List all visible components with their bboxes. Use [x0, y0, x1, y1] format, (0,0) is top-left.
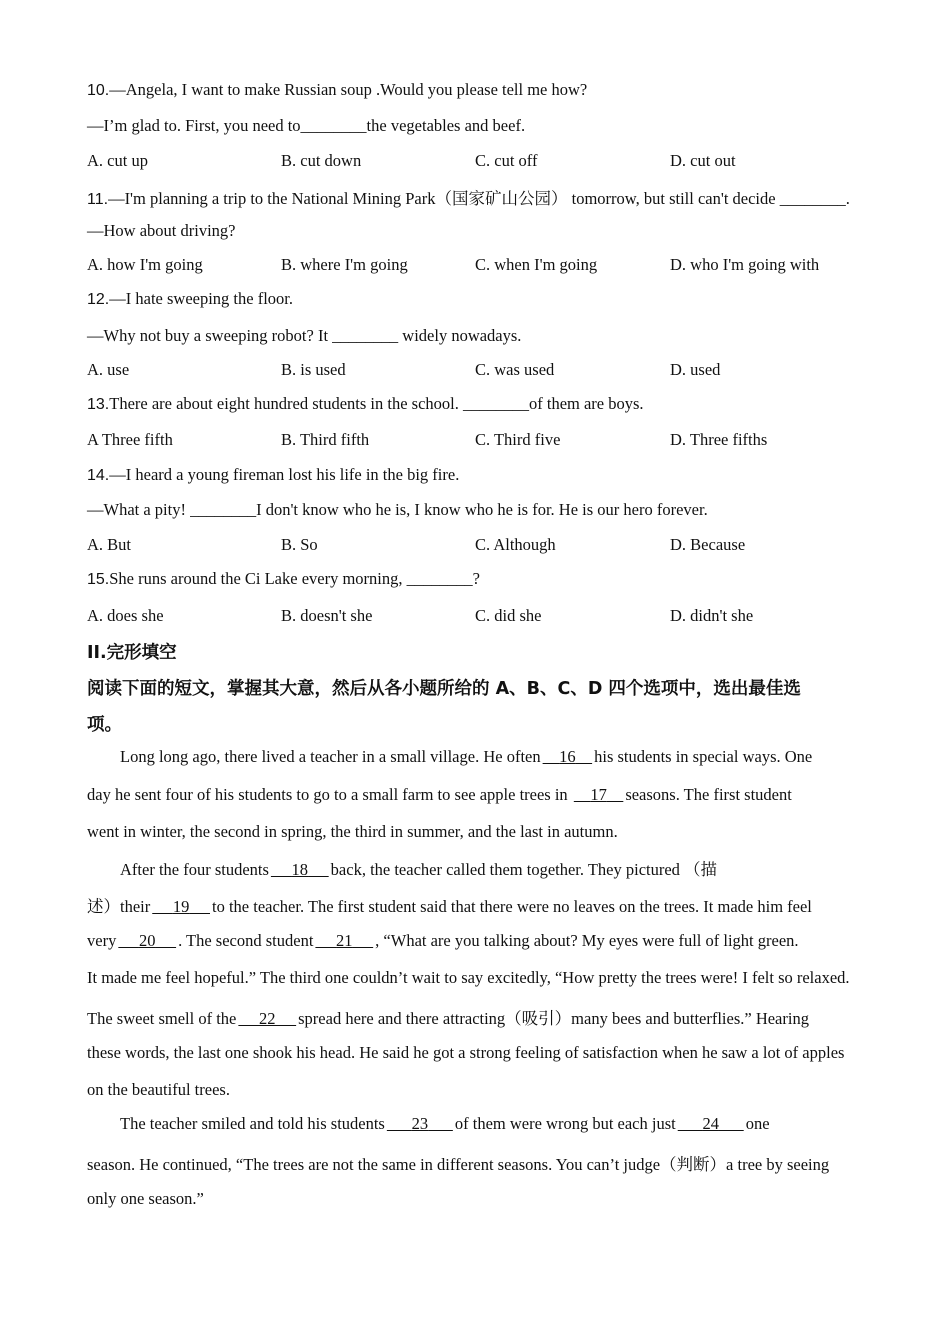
question-stem: There are about eight hundred students in the school. ________of them are boys.	[109, 394, 644, 413]
blank-18	[269, 860, 331, 879]
passage-text: very	[87, 931, 117, 950]
question-number: 12.	[87, 291, 110, 308]
passage-text: his students in special ways. One	[594, 747, 813, 766]
question-13-options	[87, 430, 867, 452]
passage-text: of them were wrong but each just	[454, 1114, 676, 1133]
option-d: D. Three fifths	[670, 430, 768, 449]
question-14-reply: —What a pity! ________I don't know who he is, I know who he is for. He is our hero forever.	[87, 500, 708, 519]
option-c: C. Although	[475, 535, 556, 554]
question-number: 15.	[87, 571, 110, 588]
blank-number: 18	[291, 860, 309, 879]
passage-line: went in winter, the second in spring, the third in summer, and the last in autumn.	[87, 822, 618, 841]
passage-line	[87, 785, 792, 805]
question-14-options	[87, 535, 867, 557]
blank-number: 21	[336, 931, 353, 950]
passage-line	[87, 893, 812, 917]
question-number: 14.	[87, 467, 110, 484]
blank-24	[676, 1114, 746, 1133]
option-d: D. who I'm going with	[670, 255, 820, 274]
question-11-options	[87, 255, 867, 277]
section-instruction: 阅读下面的短文，掌握其大意，然后从各小题所给的 A、B、C、D 四个选项中，选出最佳选	[87, 679, 801, 699]
passage-line: on the beautiful trees.	[87, 1080, 230, 1099]
passage-text: The sweet smell of the	[87, 1009, 237, 1028]
blank-17	[572, 785, 626, 804]
passage-line	[87, 1005, 809, 1029]
blank-16	[541, 747, 595, 766]
option-b: B. where I'm going	[281, 255, 408, 274]
option-d: D. Because	[670, 535, 746, 554]
passage-line	[120, 747, 812, 767]
option-d: D. didn't she	[670, 606, 754, 625]
question-15	[87, 569, 480, 589]
question-10-options	[87, 151, 867, 173]
blank-20	[116, 931, 178, 950]
option-c: C. cut off	[475, 151, 538, 170]
question-stem: —I heard a young fireman lost his life in the big fire.	[109, 465, 460, 484]
question-10-reply: —I’m glad to. First, you need to________the vegetables and beef.	[87, 116, 526, 135]
option-c: C. was used	[475, 360, 555, 379]
passage-text: to the teacher. The first student said that there were no leaves on the trees. It made him feel	[212, 897, 812, 916]
option-a: A. does she	[87, 606, 164, 625]
blank-number: 16	[559, 747, 576, 766]
section-title: II.完形填空	[87, 643, 177, 663]
passage-line: only one season.”	[87, 1189, 204, 1208]
option-a: A. how I'm going	[87, 255, 203, 274]
passage-text: . The second student	[178, 931, 314, 950]
question-14	[87, 465, 459, 485]
passage-line: these words, the last one shook his head. He said he got a strong feeling of satisfaction when he saw a lot of apples	[87, 1043, 845, 1062]
option-a: A. use	[87, 360, 130, 379]
blank-19	[150, 897, 212, 916]
blank-number: 24	[702, 1114, 719, 1133]
passage-text: Long long ago, there lived a teacher in a small village. He often	[120, 747, 541, 766]
option-c: C. when I'm going	[475, 255, 598, 274]
passage-text: day he sent four of his students to go to a small farm to see apple trees in	[87, 785, 572, 804]
passage-text: The teacher smiled and told his students	[120, 1114, 385, 1133]
passage-text: spread here and there attracting（吸引）many bees and butterflies.” Hearing	[298, 1009, 809, 1028]
question-12-reply: —Why not buy a sweeping robot? It ________ widely nowadays.	[87, 326, 522, 345]
blank-number: 19	[172, 897, 190, 916]
passage-text: seasons. The first student	[625, 785, 792, 804]
passage-text: 述）their	[87, 897, 151, 916]
question-12	[87, 289, 293, 309]
blank-number: 17	[590, 785, 607, 804]
question-stem: —Angela, I want to make Russian soup .Would you please tell me how?	[109, 80, 588, 99]
question-stem: She runs around the Ci Lake every morning, ________?	[109, 569, 480, 588]
option-a: A. cut up	[87, 151, 148, 170]
option-b: B. Third fifth	[281, 430, 370, 449]
blank-22	[236, 1009, 298, 1028]
question-11	[87, 185, 850, 209]
blank-number: 23	[411, 1114, 429, 1133]
option-b: B. So	[281, 535, 318, 554]
option-c: C. did she	[475, 606, 542, 625]
passage-line: It made me feel hopeful.” The third one couldn’t wait to say excitedly, “How pretty the trees were! I felt so relaxed.	[87, 968, 850, 987]
question-number: 13.	[87, 396, 110, 413]
blank-23	[385, 1114, 455, 1133]
question-stem: —I hate sweeping the floor.	[109, 289, 293, 308]
passage-text: After the four students	[120, 860, 269, 879]
section-instruction-cont: 项。	[87, 715, 122, 735]
passage-line	[120, 1114, 770, 1134]
option-d: D. used	[670, 360, 721, 379]
option-a: A. But	[87, 535, 132, 554]
question-number: 10.	[87, 82, 110, 99]
question-number: 11.	[87, 191, 109, 208]
blank-21	[313, 931, 375, 950]
option-b: B. doesn't she	[281, 606, 373, 625]
passage-line	[120, 856, 717, 880]
option-b: B. cut down	[281, 151, 362, 170]
option-a: A Three fifth	[87, 430, 173, 449]
question-11-reply: —How about driving?	[87, 221, 236, 240]
passage-text: back, the teacher called them together. They pictured （描	[330, 860, 718, 879]
question-stem: —I'm planning a trip to the National Mining Park（国家矿山公园） tomorrow, but still can't decide ________.	[108, 189, 850, 208]
blank-number: 20	[138, 931, 156, 950]
passage-text: , “What are you talking about? My eyes were full of light green.	[375, 931, 799, 950]
blank-number: 22	[259, 1009, 276, 1028]
question-13	[87, 394, 644, 414]
passage-line: season. He continued, “The trees are not the same in different seasons. You can’t judge（判断）a tree by seeing	[87, 1155, 830, 1174]
option-d: D. cut out	[670, 151, 736, 170]
question-15-options	[87, 606, 867, 628]
question-12-options	[87, 360, 867, 382]
passage-line	[87, 931, 799, 951]
option-c: C. Third five	[475, 430, 561, 449]
question-10	[87, 80, 587, 100]
passage-text: one	[745, 1114, 770, 1133]
option-b: B. is used	[281, 360, 346, 379]
